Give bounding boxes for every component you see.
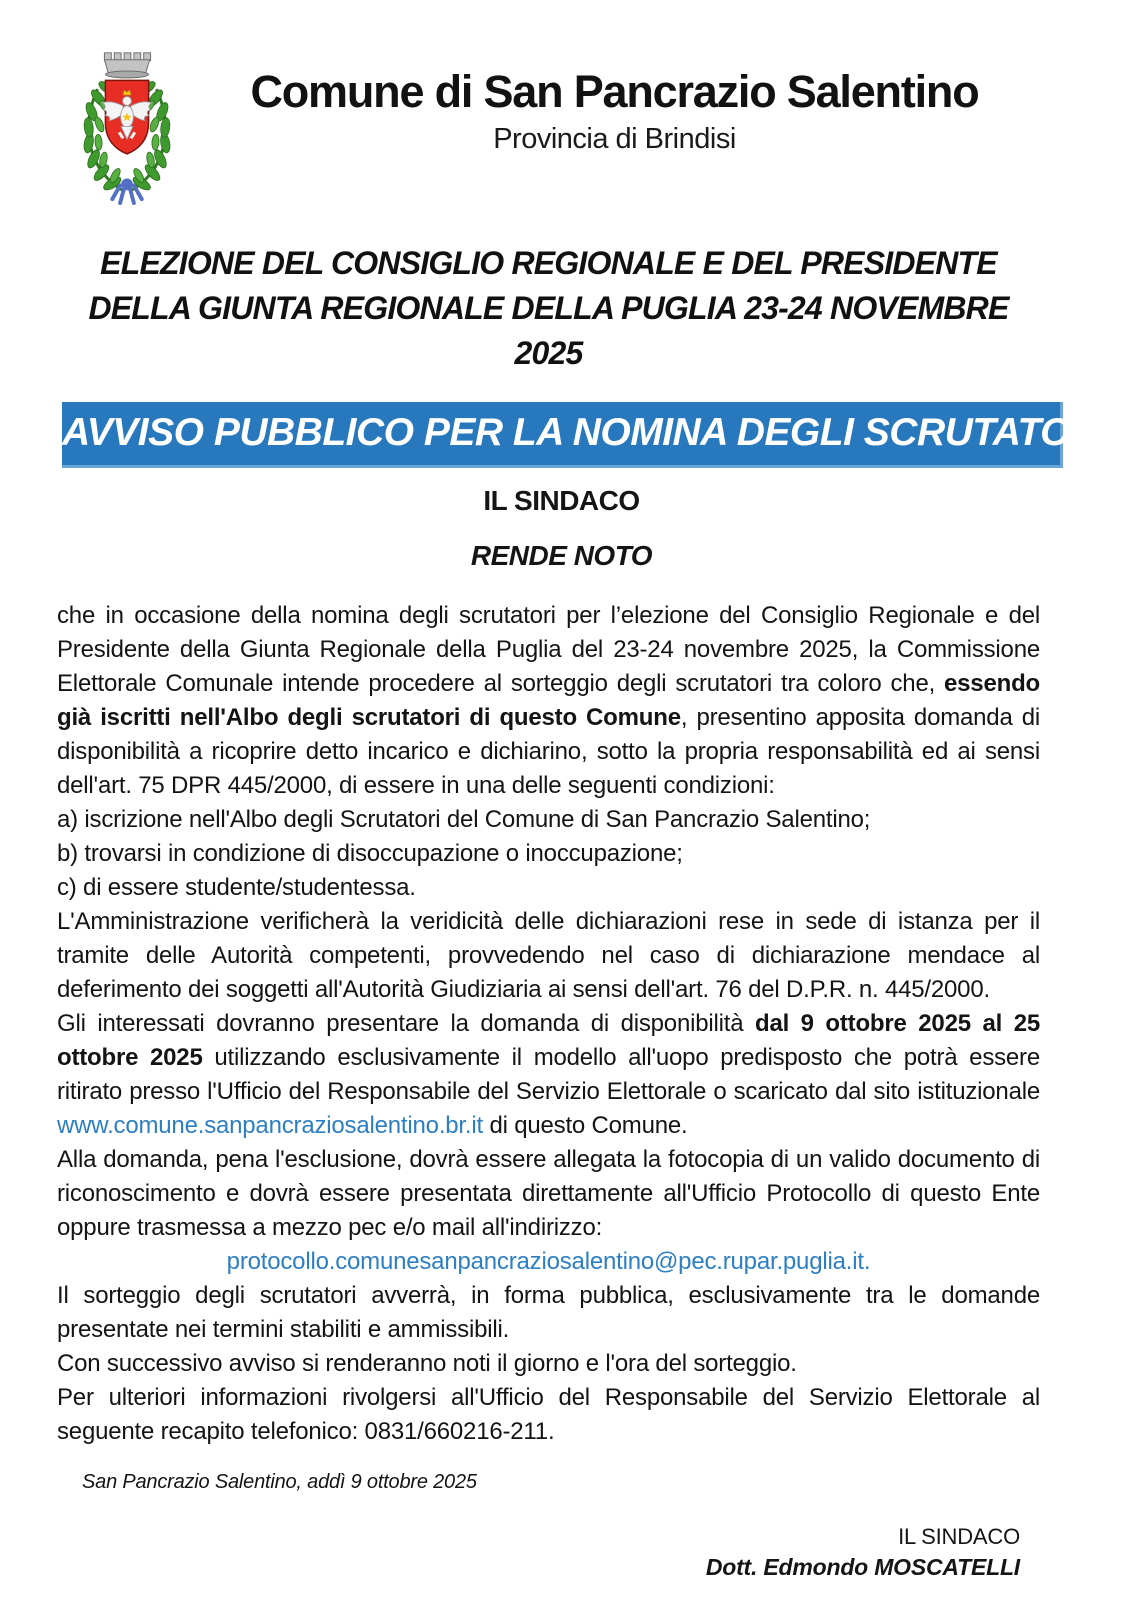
date-line: San Pancrazio Salentino, addì 9 ottobre 2025: [82, 1471, 477, 1493]
paragraph-verification: L'Amministrazione verificherà la veridicità delle dichiarazioni rese in sede di istanza per il tramite delle Autorità competenti, provvedendo nel caso di dichiarazione mendace al deferimento dei soggetti all'Autorità Giudiziaria ai sensi dell'art. 76 del D.P.R. n. 445/2000.: [57, 908, 1040, 1003]
notice-banner: [62, 402, 1108, 468]
document-header: [0, 0, 1123, 211]
paragraph-intro-text: che in occasione della nomina degli scrutatori per l’elezione del Consiglio Regionale e del Presidente della Giunta Regionale della Puglia del 23-24 novembre 2025, la Commissione Elettorale Comunale intende procedere al sorteggio degli scrutatori tra coloro che,: [57, 602, 1040, 697]
condition-item-a: a) iscrizione nell'Albo degli Scrutatori del Comune di San Pancrazio Salentino;: [57, 806, 871, 833]
header-text-block: [186, 44, 1043, 156]
condition-item-b: b) trovarsi in condizione di disoccupazione o inoccupazione;: [57, 840, 683, 867]
paragraph-avviso-successivo: Con successivo avviso si renderanno noti il giorno e l'ora del sorteggio.: [57, 1350, 797, 1377]
province-subtitle: Provincia di Brindisi: [493, 123, 736, 156]
coat-of-arms-icon: [68, 44, 186, 211]
pec-email-line: [57, 1245, 1040, 1279]
signature-role: IL SINDACO: [898, 1524, 1020, 1549]
notice-body: [57, 599, 1040, 1449]
il-sindaco-heading: IL SINDACO: [483, 485, 640, 516]
paragraph-intro: [57, 599, 1040, 803]
rende-noto-heading: RENDE NOTO: [470, 540, 653, 571]
deadline-text-mid: utilizzando esclusivamente il modello all'uopo predisposto che potrà essere ritirato presso l'Ufficio del Responsabile del Servizio Elettorale o scaricato dal sito istituzionale: [57, 1044, 1041, 1105]
website-link[interactable]: www.comune.sanpancraziosalentino.br.it: [57, 1112, 483, 1139]
albo-bold-text: essendo già iscritti nell'Albo degli scrutatori di questo Comune: [57, 670, 1040, 731]
paragraph-sorteggio: Il sorteggio degli scrutatori avverrà, in forma pubblica, esclusivamente tra le domande presentate nei termini stabiliti e ammissibili.: [57, 1282, 1040, 1343]
paragraph-attachments: Alla domanda, pena l'esclusione, dovrà essere allegata la fotocopia di un valido documento di riconoscimento e dovrà essere presentata direttamente all'Ufficio Protocollo di questo Ente oppure trasmessa a mezzo pec e/o mail all'indirizzo:: [57, 1146, 1040, 1241]
pec-email-link[interactable]: protocollo.comunesanpancraziosalentino@pec.rupar.puglia.it.: [226, 1248, 871, 1275]
signature-name: Dott. Edmondo MOSCATELLI: [705, 1554, 1020, 1580]
signature-block: [0, 1522, 1020, 1582]
municipality-title: Comune di San Pancrazio Salentino: [250, 66, 979, 117]
deadline-dates-bold: dal 9 ottobre 2025 al 25 ottobre 2025: [57, 1010, 1040, 1071]
paragraph-contatti: Per ulteriori informazioni rivolgersi all'Ufficio del Responsabile del Servizio Elettorale al seguente recapito telefonico: 0831/660216-211.: [57, 1384, 1040, 1445]
election-heading: ELEZIONE DEL CONSIGLIO REGIONALE E DEL PRESIDENTE DELLA GIUNTA REGIONALE DELLA PUGLIA 23-24 NOVEMBRE 2025: [88, 245, 1009, 371]
deadline-text: Gli interessati dovranno presentare la domanda di disponibilità: [57, 1010, 755, 1037]
condition-item-c: c) di essere studente/studentessa.: [57, 874, 416, 901]
deadline-text-end: di questo Comune.: [482, 1112, 688, 1139]
paragraph-deadline: [57, 1007, 1040, 1143]
notice-banner-title: AVVISO PUBBLICO PER LA NOMINA DEGLI SCRUTATORI: [62, 411, 1108, 454]
paragraph-intro-end: , presentino apposita domanda di disponibilità a ricoprire detto incarico e dichiarino, sotto la propria responsabilità ed ai sensi dell'art. 75 DPR 445/2000, di essere in una delle seguenti condizioni:: [57, 704, 1041, 799]
